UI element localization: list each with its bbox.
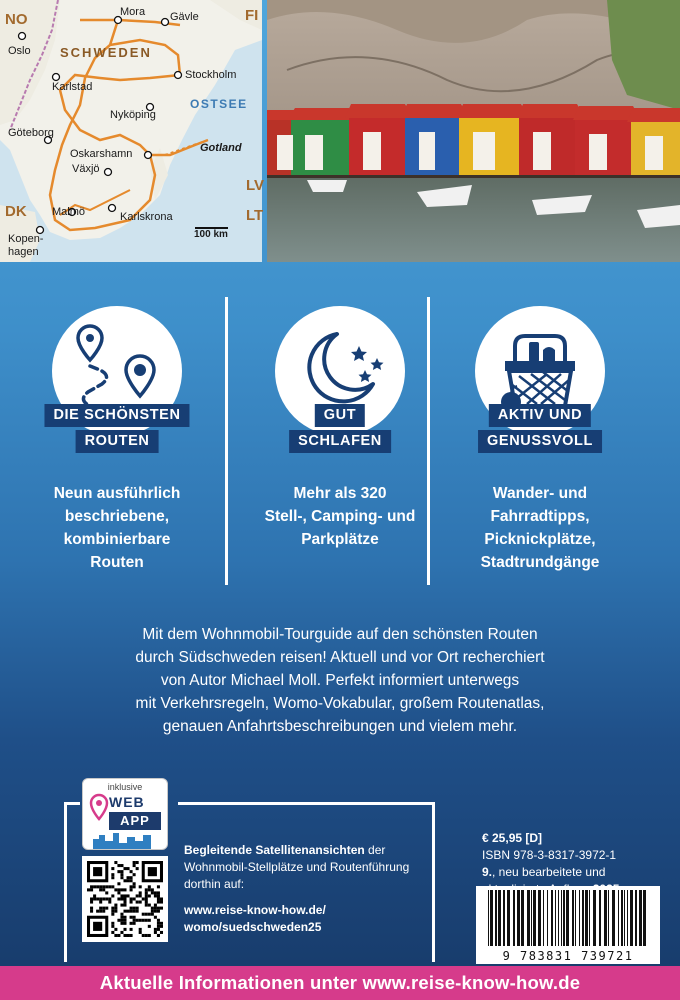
satellite-url-line1[interactable]: www.reise-know-how.de/	[184, 903, 326, 917]
map-city-vaexjoe: Växjö	[72, 163, 100, 175]
frame-line	[64, 802, 80, 805]
web-app-inclusive: inklusive	[107, 782, 143, 792]
edition-text: , neu bearbeitete und	[492, 865, 606, 879]
intro-text	[80, 623, 600, 738]
intro-line: von Autor Michael Moll. Perfekt informiert unterwegs	[160, 672, 520, 689]
skyline-icon	[91, 831, 161, 849]
map-city-oskarshamn: Oskarshamn	[70, 148, 133, 160]
divider	[225, 297, 228, 585]
desc-line: Mehr als 320	[293, 485, 387, 502]
badge-line-2: ROUTEN	[76, 430, 159, 453]
country-code-fi: FI	[245, 7, 259, 24]
web-app-web: WEB	[109, 794, 145, 810]
frame-line	[64, 802, 67, 962]
satellite-info	[184, 842, 424, 934]
country-code-lv: LV	[246, 177, 265, 194]
desc-line: Wander- und	[492, 485, 588, 502]
web-app-app: APP	[109, 812, 161, 830]
map-city-oslo: Oslo	[8, 45, 31, 57]
map-city-kopenhagen-1: Kopen-	[8, 233, 44, 245]
intro-line: mit Verkehrsregeln, Womo-Vokabular, großem Routenatlas,	[135, 695, 545, 712]
frame-line	[178, 802, 435, 805]
country-code-dk: DK	[5, 203, 27, 220]
location-pin-icon	[89, 793, 109, 833]
barcode	[476, 886, 660, 964]
feature-routes-description	[17, 482, 217, 574]
intro-line: durch Südschweden reisen! Aktuell und vor Ort recherchiert	[135, 649, 545, 666]
intro-line: Mit dem Wohnmobil-Tourguide auf den schönsten Routen	[142, 626, 538, 643]
desc-line: Picknickplätze,	[484, 531, 596, 548]
feature-sleep-description	[240, 482, 440, 551]
photo-graphic	[267, 0, 680, 262]
satellite-url-line2[interactable]: womo/suedschweden25	[184, 920, 322, 934]
desc-line: Stadtrundgänge	[480, 554, 600, 571]
qr-code-graphic	[87, 861, 163, 937]
badge-line-1: AKTIV UND	[489, 404, 591, 427]
desc-line: Fahrradtipps,	[490, 508, 590, 525]
isbn: ISBN 978-3-8317-3972-1	[482, 848, 617, 862]
frame-line	[432, 802, 435, 962]
barcode-digits: 9 783831 739721	[502, 949, 634, 963]
country-code-lt: LT	[246, 207, 264, 224]
harbor-photo	[267, 0, 680, 262]
map-city-goeteborg: Göteborg	[8, 127, 54, 139]
desc-line: Neun ausführlich	[53, 485, 181, 502]
desc-line: Routen	[90, 554, 144, 571]
desc-line: Parkplätze	[301, 531, 379, 548]
route-map	[0, 0, 265, 262]
badge-line-2: GENUSSVOLL	[478, 430, 602, 453]
qr-code[interactable]	[82, 856, 168, 942]
badge-line-1: GUT	[315, 404, 365, 427]
divider	[427, 297, 430, 585]
map-city-stockholm: Stockholm	[185, 69, 237, 81]
desc-line: Stell-, Camping- und	[264, 508, 416, 525]
satellite-lead: Begleitende Satellitenansichten	[184, 843, 365, 857]
badge-line-1: DIE SCHÖNSTEN	[44, 404, 189, 427]
satellite-url[interactable]	[184, 902, 326, 936]
map-city-mora: Mora	[120, 6, 146, 18]
map-city-kopenhagen-2: hagen	[8, 246, 39, 258]
map-city-karlskrona: Karlskrona	[120, 211, 173, 223]
intro-line: genauen Anfahrtsbeschreibungen und vielem mehr.	[162, 718, 518, 735]
satellite-line2: Wohnmobil-Stellplätze und Routenführung	[184, 860, 410, 874]
top-images	[0, 0, 680, 262]
footer-banner[interactable]: Aktuelle Informationen unter www.reise-know-how.de	[0, 966, 680, 1000]
web-app-badge	[82, 778, 168, 850]
feature-active-description	[440, 482, 640, 574]
satellite-line3: dorthin auf:	[184, 877, 245, 891]
map-city-malmoe: Malmö	[52, 206, 86, 218]
desc-line: beschriebene,	[64, 508, 170, 525]
map-city-gaevle: Gävle	[170, 11, 199, 23]
map-city-nykoeping: Nyköping	[110, 109, 156, 121]
map-country-label: SCHWEDEN	[60, 45, 152, 60]
edition-number: 9.	[482, 865, 493, 879]
price: € 25,95 [D]	[482, 831, 543, 845]
map-island-label: Gotland	[200, 142, 242, 154]
badge-line-2: SCHLAFEN	[289, 430, 391, 453]
country-code-no: NO	[5, 11, 28, 28]
map-city-karlstad: Karlstad	[52, 81, 93, 93]
map-scale: 100 km	[194, 229, 228, 240]
satellite-rest: der	[364, 843, 386, 857]
map-sea-label: OSTSEE	[190, 97, 248, 111]
barcode-graphic	[476, 886, 660, 950]
desc-line: kombinierbare	[63, 531, 171, 548]
